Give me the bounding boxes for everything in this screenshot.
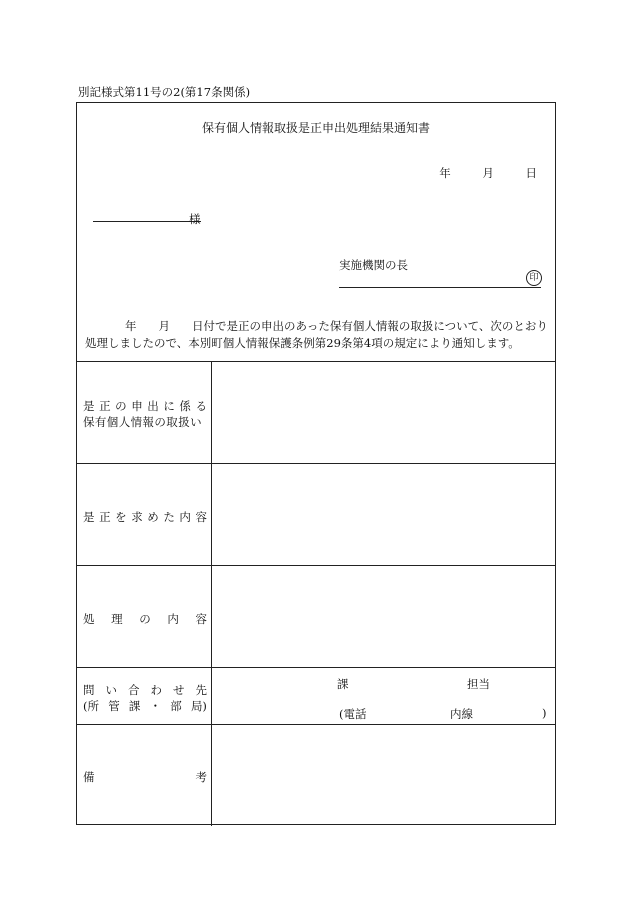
row-processing <box>77 565 555 668</box>
date-line <box>439 165 537 181</box>
row-handling-line2: 保有個人情報の取扱い <box>83 415 202 429</box>
row-handling-line1: 是 正 の 申 出 に 係 る <box>83 399 207 413</box>
row-remarks <box>77 724 555 826</box>
row-request-value[interactable] <box>212 464 555 566</box>
seal-mark: 印 <box>526 270 542 286</box>
contact-close-paren: ) <box>542 706 547 720</box>
notice-form <box>76 102 556 825</box>
form-title: 保有個人情報取扱是正申出処理結果通知書 <box>201 121 430 135</box>
notice-body-text <box>85 318 549 352</box>
sender-title: 実施機関の長 <box>339 258 408 272</box>
row-processing-value[interactable] <box>212 566 555 668</box>
contact-extension: 内線 <box>450 707 473 721</box>
contact-section: 課 <box>337 677 349 691</box>
row-request-label: 是 正 を 求 め た 内 容 <box>77 464 212 566</box>
form-number-caption: 別記様式第11号の2(第17条関係) <box>78 85 251 99</box>
intro-year: 年 <box>125 319 137 333</box>
intro-month: 月 <box>158 319 170 333</box>
addressee-name-line <box>93 221 201 222</box>
row-remarks-label: 備 考 <box>77 725 212 826</box>
row-contact-value[interactable] <box>212 668 555 725</box>
date-day: 日 <box>525 166 537 180</box>
row-handling-label <box>77 362 212 464</box>
row-processing-label: 処 理 の 内 容 <box>77 566 212 668</box>
row-remarks-value[interactable] <box>212 725 555 826</box>
row-request <box>77 463 555 566</box>
row-handling <box>77 361 555 464</box>
contact-person: 担当 <box>467 677 490 691</box>
row-contact <box>77 667 555 725</box>
addressee-honorific: 様 <box>189 212 201 226</box>
row-contact-label: 問 い 合 わ せ 先 (所 管 課 ・ 部 局) <box>77 668 212 725</box>
intro-text: 日付で是正の申出のあった保有個人情報の取扱について、次のとおり処理しましたので、本別町個人情報保護条例第29条第4項の規定により通知します。 <box>85 319 548 350</box>
contact-phone: (電話 <box>339 707 367 721</box>
date-month: 月 <box>482 166 494 180</box>
sender-signature-line <box>339 287 541 288</box>
row-handling-value[interactable] <box>212 362 555 464</box>
date-year: 年 <box>439 166 451 180</box>
